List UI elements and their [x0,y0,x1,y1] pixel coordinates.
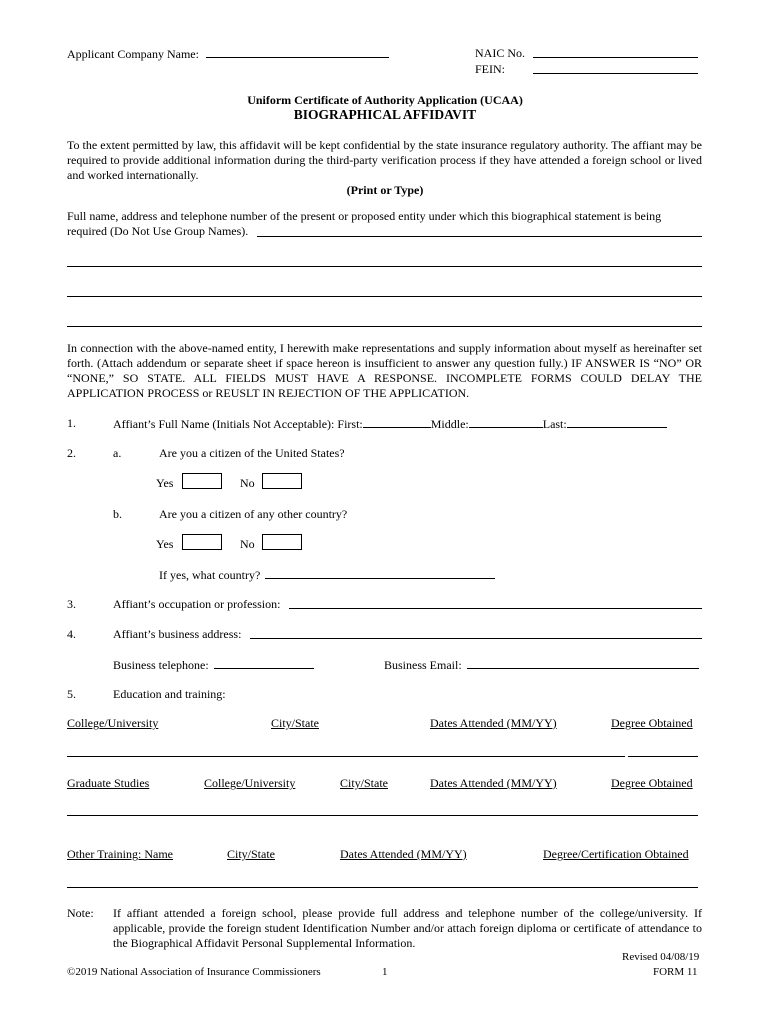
applicant-company-label: Applicant Company Name: [67,47,199,61]
middle-name-line[interactable] [469,416,543,428]
other-country-label: If yes, what country? [159,568,261,582]
other-country-field [159,567,495,583]
q2a-yes-label: Yes [156,476,174,490]
applicant-company-line[interactable] [206,46,389,58]
business-address-line[interactable] [250,638,702,639]
business-email-line[interactable] [467,657,699,669]
q1-number: 1. [67,416,76,430]
q3-label: Affiant’s occupation or profession: [113,597,281,611]
graduate-header-studies: Graduate Studies [67,776,150,790]
q4-number: 4. [67,627,76,641]
entity-line-4[interactable] [67,326,702,327]
page-number: 1 [382,966,388,978]
naic-label: NAIC No. [475,46,525,60]
fein-line[interactable] [533,62,698,78]
applicant-company-field[interactable] [67,46,389,62]
business-email-field [384,657,699,673]
q3-number: 3. [67,597,76,611]
q1-full-name [113,416,667,432]
q1-first-label: Affiant’s Full Name (Initials Not Acceptable): First: [113,417,363,431]
college-header-dates: Dates Attended (MM/YY) [430,716,557,730]
graduate-header-degree: Degree Obtained [611,776,693,790]
q4-label: Affiant’s business address: [113,627,242,641]
print-or-type: (Print or Type) [346,183,424,197]
college-entry-line[interactable] [67,756,625,757]
business-telephone-label: Business telephone: [113,658,209,672]
graduate-header-university: College/University [204,776,296,790]
business-email-label: Business Email: [384,658,462,672]
form-number: FORM 11 [653,966,698,978]
q2b-letter: b. [113,507,122,521]
other-header-degree: Degree/Certification Obtained [543,847,689,861]
q2a-question: Are you a citizen of the United States? [159,446,345,460]
other-header-dates: Dates Attended (MM/YY) [340,847,467,861]
last-name-line[interactable] [567,416,667,428]
q2a-no-label: No [240,476,255,490]
college-degree-line[interactable] [628,756,698,757]
naic-line[interactable] [533,46,698,62]
graduate-entry-line[interactable] [67,815,698,816]
fein-label: FEIN: [475,62,505,76]
other-country-line[interactable] [265,567,495,579]
college-header-degree: Degree Obtained [611,716,693,730]
q1-last-label: Last: [542,417,567,431]
other-header-name: Other Training: Name [67,847,173,861]
q2a-letter: a. [113,446,122,460]
occupation-line[interactable] [289,608,702,609]
college-header-university: College/University [67,716,159,730]
other-header-citystate: City/State [227,847,275,861]
q2a-yes-box[interactable] [182,473,222,489]
q2b-no-box[interactable] [262,534,302,550]
graduate-header-citystate: City/State [340,776,388,790]
form-title: BIOGRAPHICAL AFFIDAVIT [293,107,477,122]
q5-label: Education and training: [113,687,226,701]
copyright: ©2019 National Association of Insurance Commissioners [67,966,321,978]
first-name-line[interactable] [363,416,431,428]
confidentiality-notice: To the extent permitted by law, this affidavit will be kept confidential by the state insurance regulatory authority. The affiant may be required to provide additional information during the third-party verification process if they have attended a foreign school or lived and worked internationally. [67,138,702,182]
business-telephone-line[interactable] [214,657,314,669]
entity-prompt-line1: Full name, address and telephone number of the present or proposed entity under which this biographical statement is being [67,209,662,223]
note-text: If affiant attended a foreign school, please provide full address and telephone number of the college/university. If applicable, provide the foreign student Identification Number and/or attach foreign diploma or certificate of attendance to the Biographical Affidavit Personal Supplemental Information. [113,906,702,950]
q2b-no-label: No [240,537,255,551]
business-telephone-field [113,657,314,673]
entity-prompt-line2: required (Do Not Use Group Names). [67,224,249,238]
other-training-entry-line[interactable] [67,887,698,888]
q2b-question: Are you a citizen of any other country? [159,507,348,521]
entity-line-2[interactable] [67,266,702,267]
q5-number: 5. [67,687,76,701]
note-label: Note: [67,906,94,920]
college-header-citystate: City/State [271,716,319,730]
q2b-yes-label: Yes [156,537,174,551]
connection-statement: In connection with the above-named entity, I herewith make representations and supply information about myself as hereinafter set forth. (Attach addendum or separate sheet if space hereon is insufficient to answer any question fully.) IF ANSWER IS “NO” OR “NONE,” SO STATE. ALL FIELDS MUST HAVE A RESPONSE. INCOMPLETE FORMS COULD DELAY THE APPLICATION PROCESS or REUSLT IN REJECTION OF THE APPLICATION. [67,341,702,400]
entity-line-1[interactable] [257,236,702,237]
q2-number: 2. [67,446,76,460]
q2a-no-box[interactable] [262,473,302,489]
graduate-header-dates: Dates Attended (MM/YY) [430,776,557,790]
form-subtitle: Uniform Certificate of Authority Application (UCAA) [247,93,523,107]
entity-line-3[interactable] [67,296,702,297]
revised-date: Revised 04/08/19 [622,951,700,963]
q2b-yes-box[interactable] [182,534,222,550]
q1-middle-label: Middle: [430,417,469,431]
